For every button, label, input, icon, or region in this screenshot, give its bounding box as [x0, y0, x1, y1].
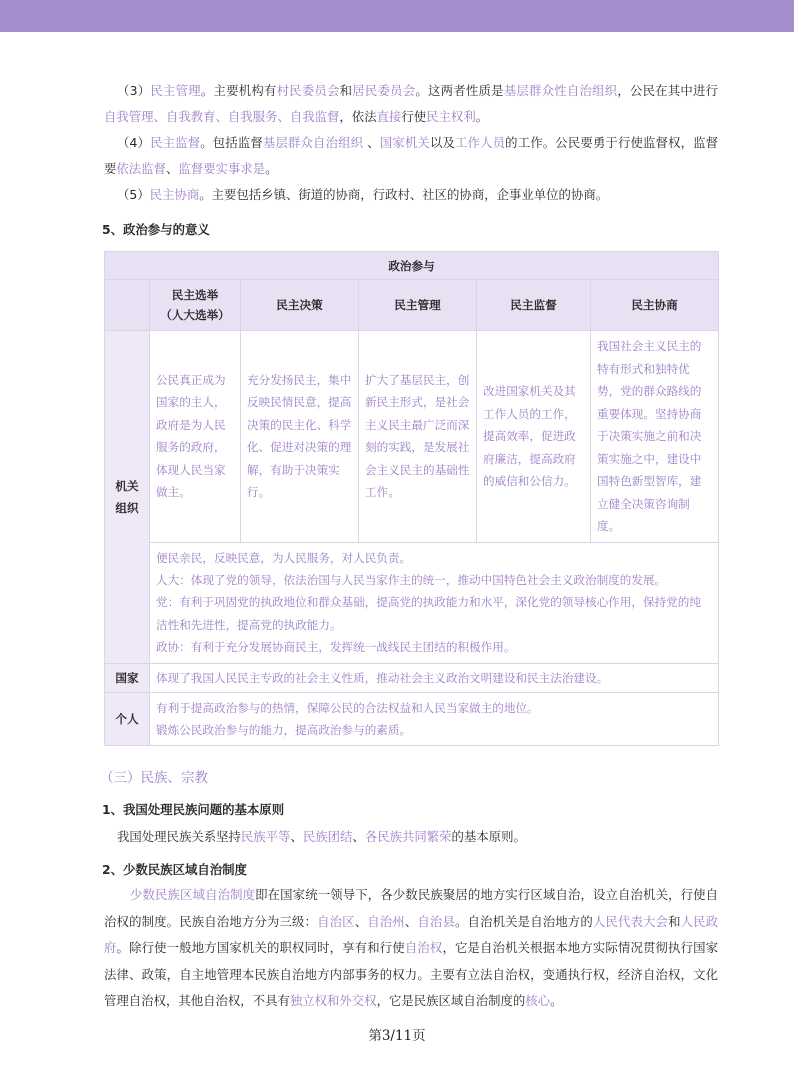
column-header: 民主决策: [241, 280, 359, 331]
row-header-person: 个人: [105, 692, 150, 746]
table-corner: [105, 280, 150, 331]
top-banner: [0, 0, 794, 32]
list-item: 锻炼公民政治参与的能力，提高政治参与的素质。: [156, 722, 412, 737]
heading-principle: 1、我国处理民族问题的基本原则: [102, 802, 285, 818]
list-item: 便民亲民，反映民意，为人民服务，对人民负责。: [156, 550, 412, 565]
list-item: 党：有利于巩固党的执政地位和群众基础，提高党的执政能力和水平，深化党的领导核心作用，保持党的纯洁性和先进性，提高党的执政能力。: [156, 595, 701, 632]
column-header: 民主管理: [359, 280, 477, 331]
list-item: 有利于提高政治参与的热情，保障公民的合法权益和人民当家做主的地位。: [156, 700, 539, 715]
column-header: 民主选举 （人大选举）: [150, 280, 241, 331]
table-cell: 充分发扬民主，集中反映民情民意，提高决策的民主化、科学化、促进对决策的理解，有助于决策实行。: [241, 331, 359, 543]
person-cell: [150, 692, 719, 746]
list-item: 人大：体现了党的领导，依法治国与人民当家作主的统一，推动中国特色社会主义政治制度的发展。: [156, 572, 667, 587]
table-title: 政治参与: [105, 252, 719, 280]
heading-significance: 5、政治参与的意义: [102, 222, 210, 237]
table-cell: 公民真正成为国家的主人，政府是为人民服务的政府，体现人民当家做主。: [150, 331, 241, 543]
row-header-org: 机关 组织: [105, 331, 150, 664]
page-number: 第3/11页: [368, 1028, 426, 1044]
table-cell: 改进国家机关及其工作人员的工作，提高效率，促进政府廉洁，提高政府的威信和公信力。: [477, 331, 591, 543]
political-participation-table: [104, 251, 719, 746]
paragraph-democratic-consultation: （5）民主协商。主要包括乡镇、街道的协商，行政村、社区的协商，企事业单位的协商。: [117, 187, 609, 202]
document-body: [100, 78, 719, 1015]
table-cell: 扩大了基层民主，创新民主形式，是社会主义民主最广泛而深刻的实践，是发展社会主义民主的基础性工作。: [359, 331, 477, 543]
paragraph-democratic-management: （3）民主管理。主要机构有村民委员会和居民委员会。这两者性质是基层群众性自治组织，公民在其中进行自我管理、自我教育、自我服务、自我监督，依法直接行使民主权利。: [104, 83, 719, 124]
section-title: （三）民族、宗教: [100, 770, 208, 787]
org-summary-cell: [150, 542, 719, 663]
state-cell: 体现了我国人民民主专政的社会主义性质，推动社会主义政治文明建设和民主法治建设。: [150, 663, 719, 692]
row-header-state: 国家: [105, 663, 150, 692]
paragraph-democratic-supervision: （4）民主监督。包括监督基层群众自治组织 、国家机关以及工作人员的工作。公民要勇于行使监督权，监督要依法监督、监督要实事求是。: [104, 135, 719, 176]
column-header: 民主监督: [477, 280, 591, 331]
paragraph-autonomy: 少数民族区域自治制度即在国家统一领导下，各少数民族聚居的地方实行区域自治，设立自治机关，行使自治权的制度。民族自治地方分为三级：自治区、自治州、自治县。自治机关是自治地方的人民代表大会和人民政府。除行使一般地方国家机关的职权同时，享有和行使自治权，它是自治机关根据本地方实际情况贯彻执行国家法律、政策，自主地管理本民族自治地方内部事务的权力。主要有立法自治权，变通执行权，经济自治权，文化管理自治权，其他自治权，不具有独立权和外交权，它是民族区域自治制度的核心。: [104, 887, 719, 1009]
table-cell: 我国社会主义民主的特有形式和独特优势，党的群众路线的重要体现。坚持协商于决策实施之前和决策实施之中，建设中国特色新型智库，建立健全决策咨询制度。: [591, 331, 719, 543]
list-item: 政协：有利于充分发展协商民主，发挥统一战线民主团结的积极作用。: [156, 640, 516, 655]
column-header: 民主协商: [591, 280, 719, 331]
paragraph-principle: 我国处理民族关系坚持民族平等、民族团结、各民族共同繁荣的基本原则。: [117, 829, 526, 845]
heading-autonomy: 2、少数民族区域自治制度: [102, 862, 247, 878]
